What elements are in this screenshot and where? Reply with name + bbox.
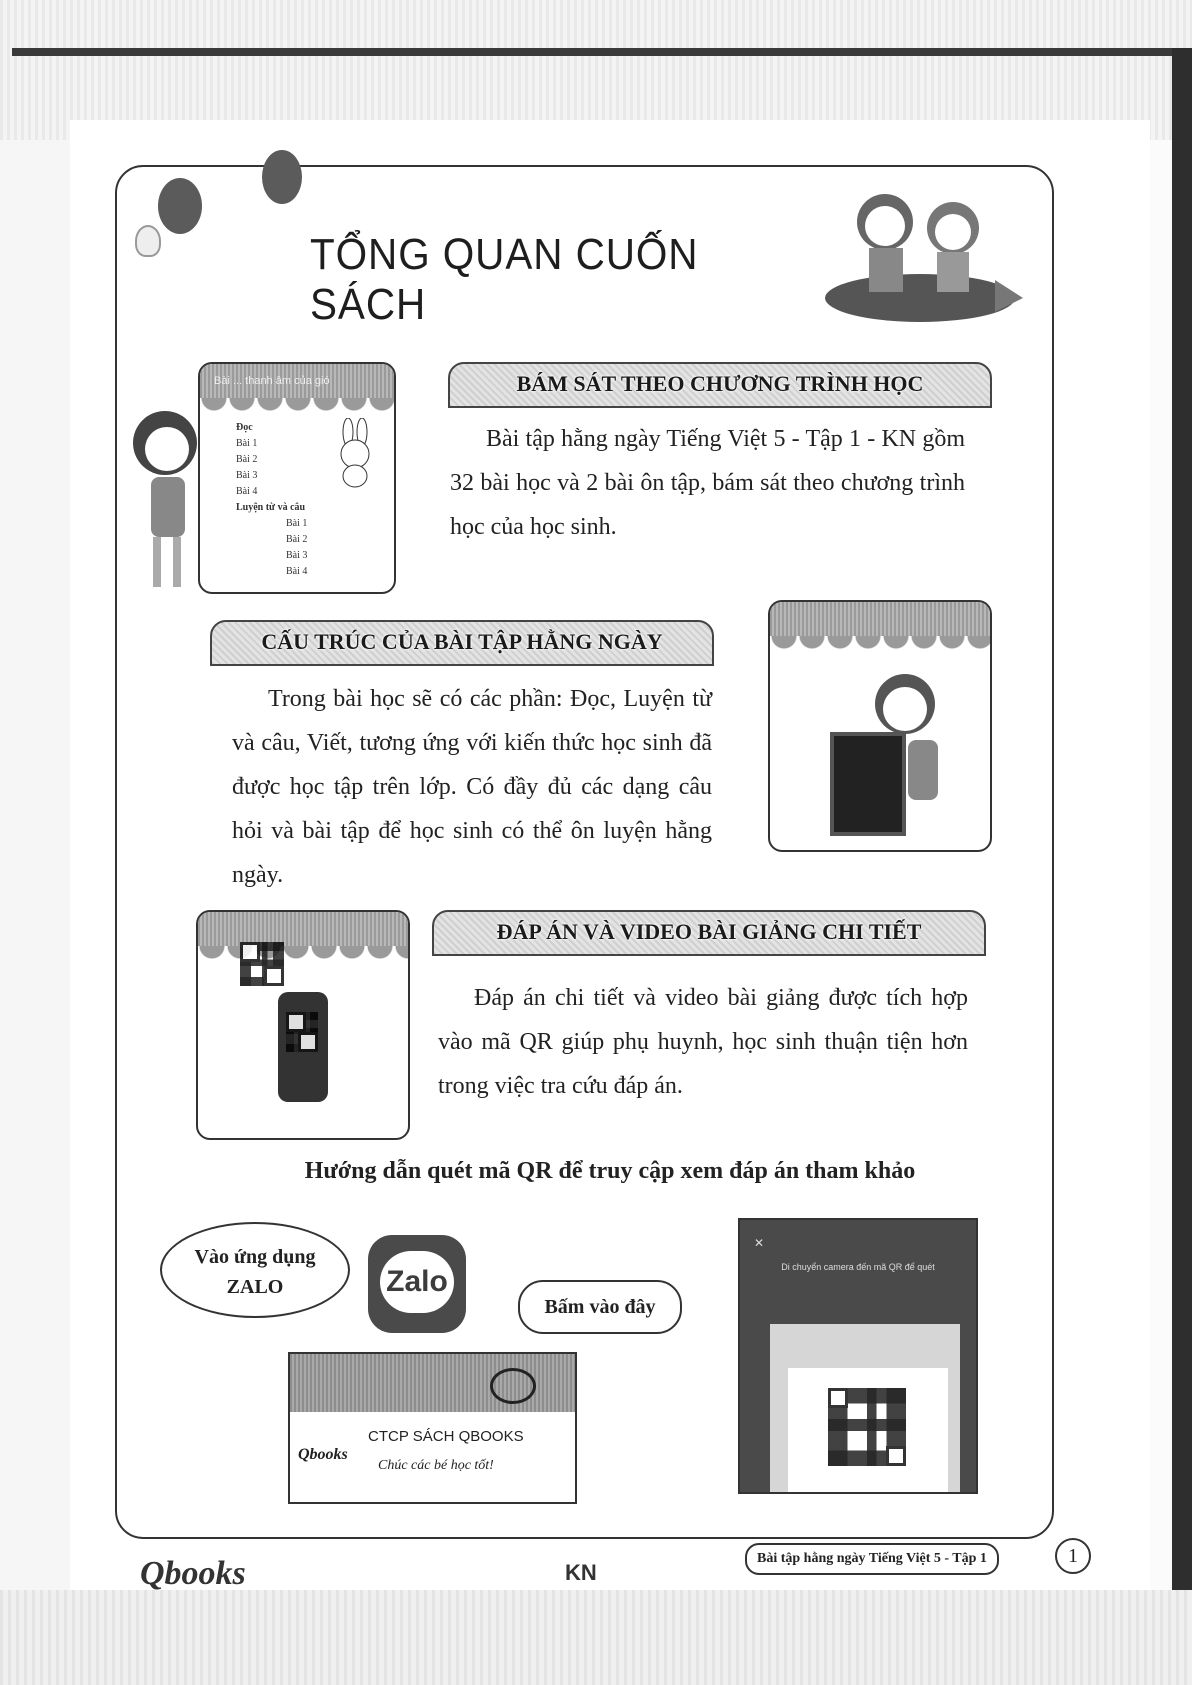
- zalo-profile-card: [288, 1352, 577, 1504]
- toc-item: Bài 1: [236, 438, 258, 449]
- profile-name: CTCP SÁCH QBOOKS: [368, 1428, 524, 1445]
- toc-item: Bài 3: [236, 470, 258, 481]
- scallop-decoration: [198, 946, 408, 964]
- board-illustration-header: [770, 602, 990, 636]
- toc-item: Bài 4: [286, 566, 308, 577]
- page-title: TỔNG QUAN CUỐN SÁCH: [310, 230, 699, 329]
- tap-here-bubble: [518, 1280, 682, 1334]
- kids-on-pencil-icon: [815, 180, 1025, 330]
- section-heading-structure: CẤU TRÚC CỦA BÀI TẬP HẰNG NGÀY: [210, 620, 714, 666]
- board-illustration: [768, 600, 992, 852]
- zalo-logo-text: Zalo: [380, 1251, 454, 1313]
- toc-item: Bài 1: [286, 518, 308, 529]
- section-heading-answers: ĐÁP ÁN VÀ VIDEO BÀI GIẢNG CHI TIẾT: [432, 910, 986, 956]
- phone-qr-icon: [286, 1012, 318, 1052]
- toc-item: Bài 3: [286, 550, 308, 561]
- scanned-page: [788, 1368, 948, 1494]
- lightbulb-icon: [135, 225, 161, 257]
- scanner-hint: Di chuyển camera đến mã QR để quét: [781, 1262, 935, 1272]
- scallop-decoration: [200, 398, 394, 416]
- qr-illustration-header: [198, 912, 408, 946]
- qr-scanner-screen: [738, 1218, 978, 1494]
- toc-item: Bài 4: [236, 486, 258, 497]
- letter-b-icon: [262, 150, 302, 204]
- qr-code-icon: [240, 942, 284, 986]
- section-text-answers: Đáp án chi tiết và video bài giảng được tích hợp vào mã QR giúp phụ huynh, học sinh thuận tiện hơn trong việc tra cứu đáp án.: [438, 985, 968, 1099]
- zalo-profile-bar: [290, 1354, 575, 1412]
- zalo-bubble-text: Vào ứng dụng ZALO: [194, 1246, 316, 1298]
- qr-guide-heading: Hướng dẫn quét mã QR để truy cập xem đáp án tham khảo: [304, 1158, 916, 1184]
- scan-background-top: [0, 0, 1192, 140]
- toc-section-title: Luyện từ và câu: [236, 502, 306, 513]
- zalo-app-icon[interactable]: [368, 1235, 466, 1333]
- qbooks-logo: Qbooks: [298, 1446, 348, 1463]
- toc-item: Bài 2: [286, 534, 308, 545]
- toc-section-title: Đọc: [236, 422, 253, 433]
- scan-edge-line: [12, 48, 1182, 56]
- scanned-qr-icon: [828, 1388, 906, 1466]
- scallop-decoration: [770, 636, 990, 654]
- toc-item: Bài 2: [236, 454, 258, 465]
- footer-book-title: Bài tập hằng ngày Tiếng Việt 5 - Tập 1: [745, 1543, 999, 1575]
- section-text-structure: Trong bài học sẽ có các phần: Đọc, Luyện từ và câu, Viết, tương ứng với kiến thức học sinh đã được học tập trên lớp. Có đầy đủ các dạng câu hỏi và bài tập để học sinh có thể ôn luyện hằng ngày.: [232, 686, 712, 888]
- page-number: 1: [1055, 1538, 1091, 1574]
- toc-illustration-header: Bài ... thanh âm của gió: [200, 364, 394, 398]
- girl-pointing-icon: [125, 405, 210, 600]
- qr-phone-illustration: [196, 910, 410, 1140]
- profile-greeting: Chúc các bé học tốt!: [378, 1458, 494, 1473]
- scan-background-bottom: [0, 1590, 1192, 1685]
- footer-brand: Qbooks: [140, 1555, 246, 1592]
- close-icon[interactable]: ✕: [754, 1236, 765, 1250]
- section-text-curriculum: Bài tập hằng ngày Tiếng Việt 5 - Tập 1 - KN gồm 32 bài học và 2 bài ôn tập, bám sát theo chương trình học của học sinh.: [450, 426, 965, 540]
- scan-right-edge: [1172, 48, 1192, 1685]
- letter-a-icon: [158, 178, 202, 234]
- scan-button-highlight[interactable]: [490, 1368, 536, 1404]
- zalo-bubble: [160, 1222, 350, 1318]
- tap-here-text: Bấm vào đây: [544, 1296, 656, 1318]
- girl-with-board-icon: [770, 654, 990, 850]
- footer-kn-logo: KN: [565, 1560, 597, 1585]
- section-heading-curriculum: BÁM SÁT THEO CHƯƠNG TRÌNH HỌC: [448, 362, 992, 408]
- bunny-icon: [330, 418, 380, 488]
